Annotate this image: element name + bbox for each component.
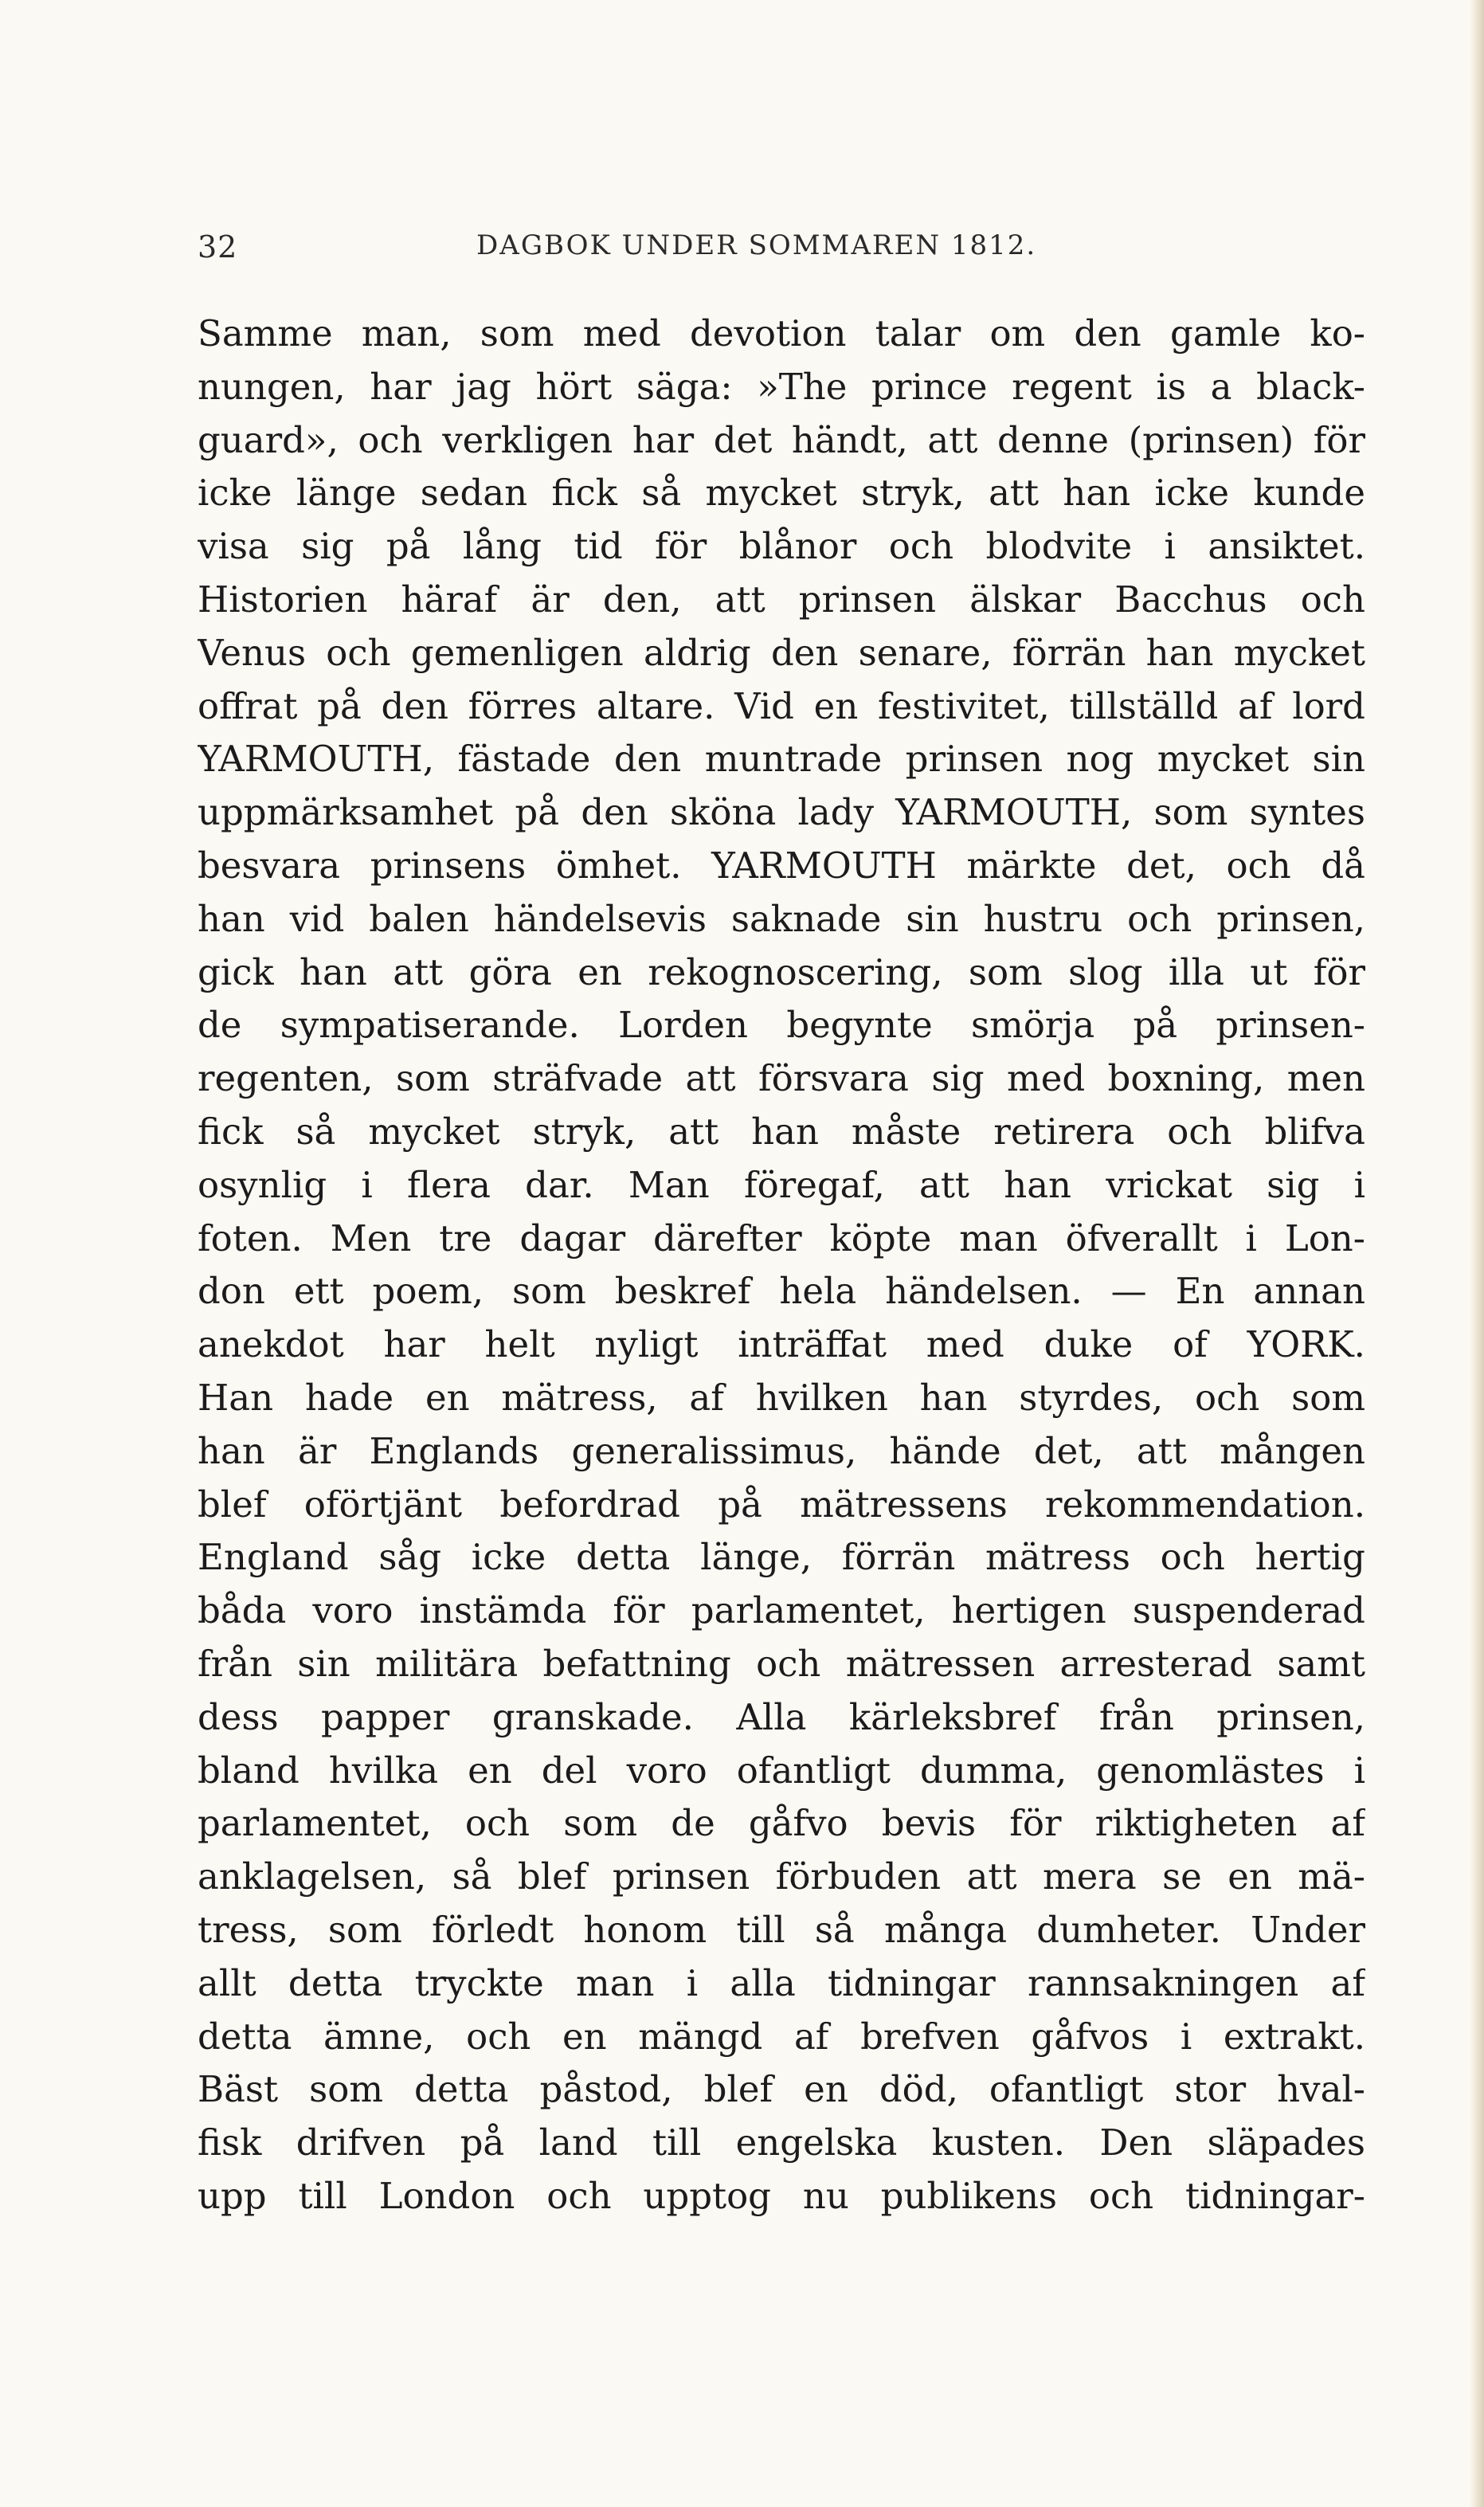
text-line: från sin militära befattning och mätressen arresterad samt [198,1642,1365,1685]
text-line: anklagelsen, så blef prinsen förbuden att mera se en mä- [198,1855,1365,1898]
text-line: don ett poem, som beskref hela händelsen. — En annan [198,1270,1365,1313]
text-line: de sympatiserande. Lorden begynte smörja på prinsen- [198,1004,1365,1047]
text-line: osynlig i flera dar. Man föregaf, att han vrickat sig i [198,1163,1365,1206]
body-text [198,307,1365,2223]
text-line: båda voro instämda för parlamentet, hertigen suspenderad [198,1589,1365,1632]
text-line: han vid balen händelsevis saknade sin hustru och prinsen, [198,897,1365,940]
text-line: allt detta tryckte man i alla tidningar rannsakningen af [198,1961,1365,2004]
page-edge [1470,0,1484,2507]
text-line: blef oförtjänt befordrad på mätressens rekommendation. [198,1483,1365,1526]
text-line: gick han att göra en rekognoscering, som slog illa ut för [198,950,1365,993]
text-line: fick så mycket stryk, att han måste retirera och blifva [198,1110,1365,1153]
text-line: fisk drifven på land till engelska kusten. Den släpades [198,2121,1365,2164]
text-line: regenten, som sträfvade att försvara sig med boxning, men [198,1057,1365,1100]
text-line: Bäst som detta påstod, blef en död, ofantligt stor hval- [198,2068,1365,2111]
text-line: foten. Men tre dagar därefter köpte man öfverallt i Lon- [198,1216,1365,1259]
text-line: Samme man, som med devotion talar om den gamle ko- [198,312,1365,355]
text-line: visa sig på lång tid för blånor och blodvite i ansiktet. [198,525,1365,568]
text-line: bland hvilka en del voro ofantligt dumma, genomlästes i [198,1749,1365,1792]
text-line: guard», och verkligen har det händt, att denne (prinsen) för [198,418,1365,461]
running-title: DAGBOK UNDER SOMMAREN 1812. [476,229,1037,261]
text-line: England såg icke detta länge, förrän mätress och hertig [198,1536,1365,1579]
text-line: icke länge sedan fick så mycket stryk, att han icke kunde [198,472,1365,515]
text-line: dess papper granskade. Alla kärleksbref från prinsen, [198,1695,1365,1738]
text-line: offrat på den förres altare. Vid en festivitet, tillställd af lord [198,684,1365,727]
text-line: detta ämne, och en mängd af brefven gåfvos i extrakt. [198,2015,1365,2058]
text-line: Han hade en mätress, af hvilken han styrdes, och som [198,1376,1365,1419]
text-line: besvara prinsens ömhet. YARMOUTH märkte det, och då [198,844,1365,887]
text-line: han är Englands generalissimus, hände det, att mången [198,1429,1365,1472]
text-line: upp till London och upptog nu publikens och tidningar- [198,2174,1365,2217]
text-line: Venus och gemenligen aldrig den senare, förrän han mycket [198,631,1365,674]
text-line: Historien häraf är den, att prinsen älskar Bacchus och [198,578,1365,621]
text-line: nungen, har jag hört säga: »The prince regent is a black- [198,365,1365,408]
page-number: 32 [198,229,238,264]
text-line: YARMOUTH, fästade den muntrade prinsen nog mycket sin [198,738,1365,781]
text-line: parlamentet, och som de gåfvo bevis för riktigheten af [198,1802,1365,1845]
text-line: uppmärksamhet på den sköna lady YARMOUTH, som syntes [198,791,1365,834]
text-line: anekdot har helt nyligt inträffat med duke of YORK. [198,1323,1365,1366]
running-head [198,229,1365,269]
text-line: tress, som förledt honom till så många dumheter. Under [198,1908,1365,1951]
